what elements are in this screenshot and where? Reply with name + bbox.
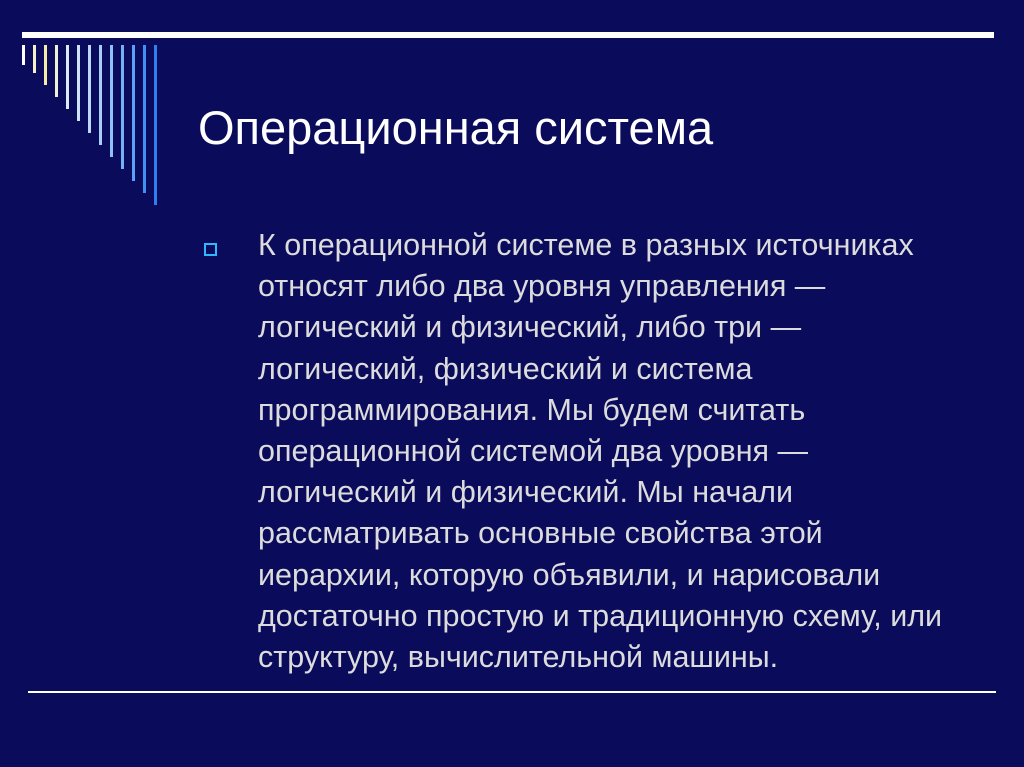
- stripe: [22, 45, 25, 65]
- stripe: [99, 45, 102, 145]
- stripe: [66, 45, 69, 109]
- stripe: [44, 45, 47, 85]
- vertical-stripes-decoration-icon: [0, 0, 180, 220]
- stripe: [77, 45, 80, 121]
- stripe: [154, 45, 157, 205]
- bottom-horizontal-rule: [28, 691, 996, 693]
- stripe: [55, 45, 58, 97]
- stripe: [132, 45, 135, 181]
- slide-title: Операционная система: [198, 101, 714, 154]
- stripe: [110, 45, 113, 157]
- hollow-square-bullet-icon: [204, 243, 217, 256]
- stripe: [143, 45, 146, 193]
- stripe: [88, 45, 91, 133]
- stripe: [121, 45, 124, 169]
- bullet-text: К операционной системе в разных источниках относят либо два уровня управления — логический и физический, либо три — логический, физический и система программирования. Мы будем считать операционной системой два уровня — логический и физический. Мы начали рассматривать основные свойства этой иерархии, которую объявили, и нарисовали достаточно простую и традиционную схему, или структуру, вычислительной машины.: [258, 228, 943, 675]
- stripe: [33, 45, 36, 73]
